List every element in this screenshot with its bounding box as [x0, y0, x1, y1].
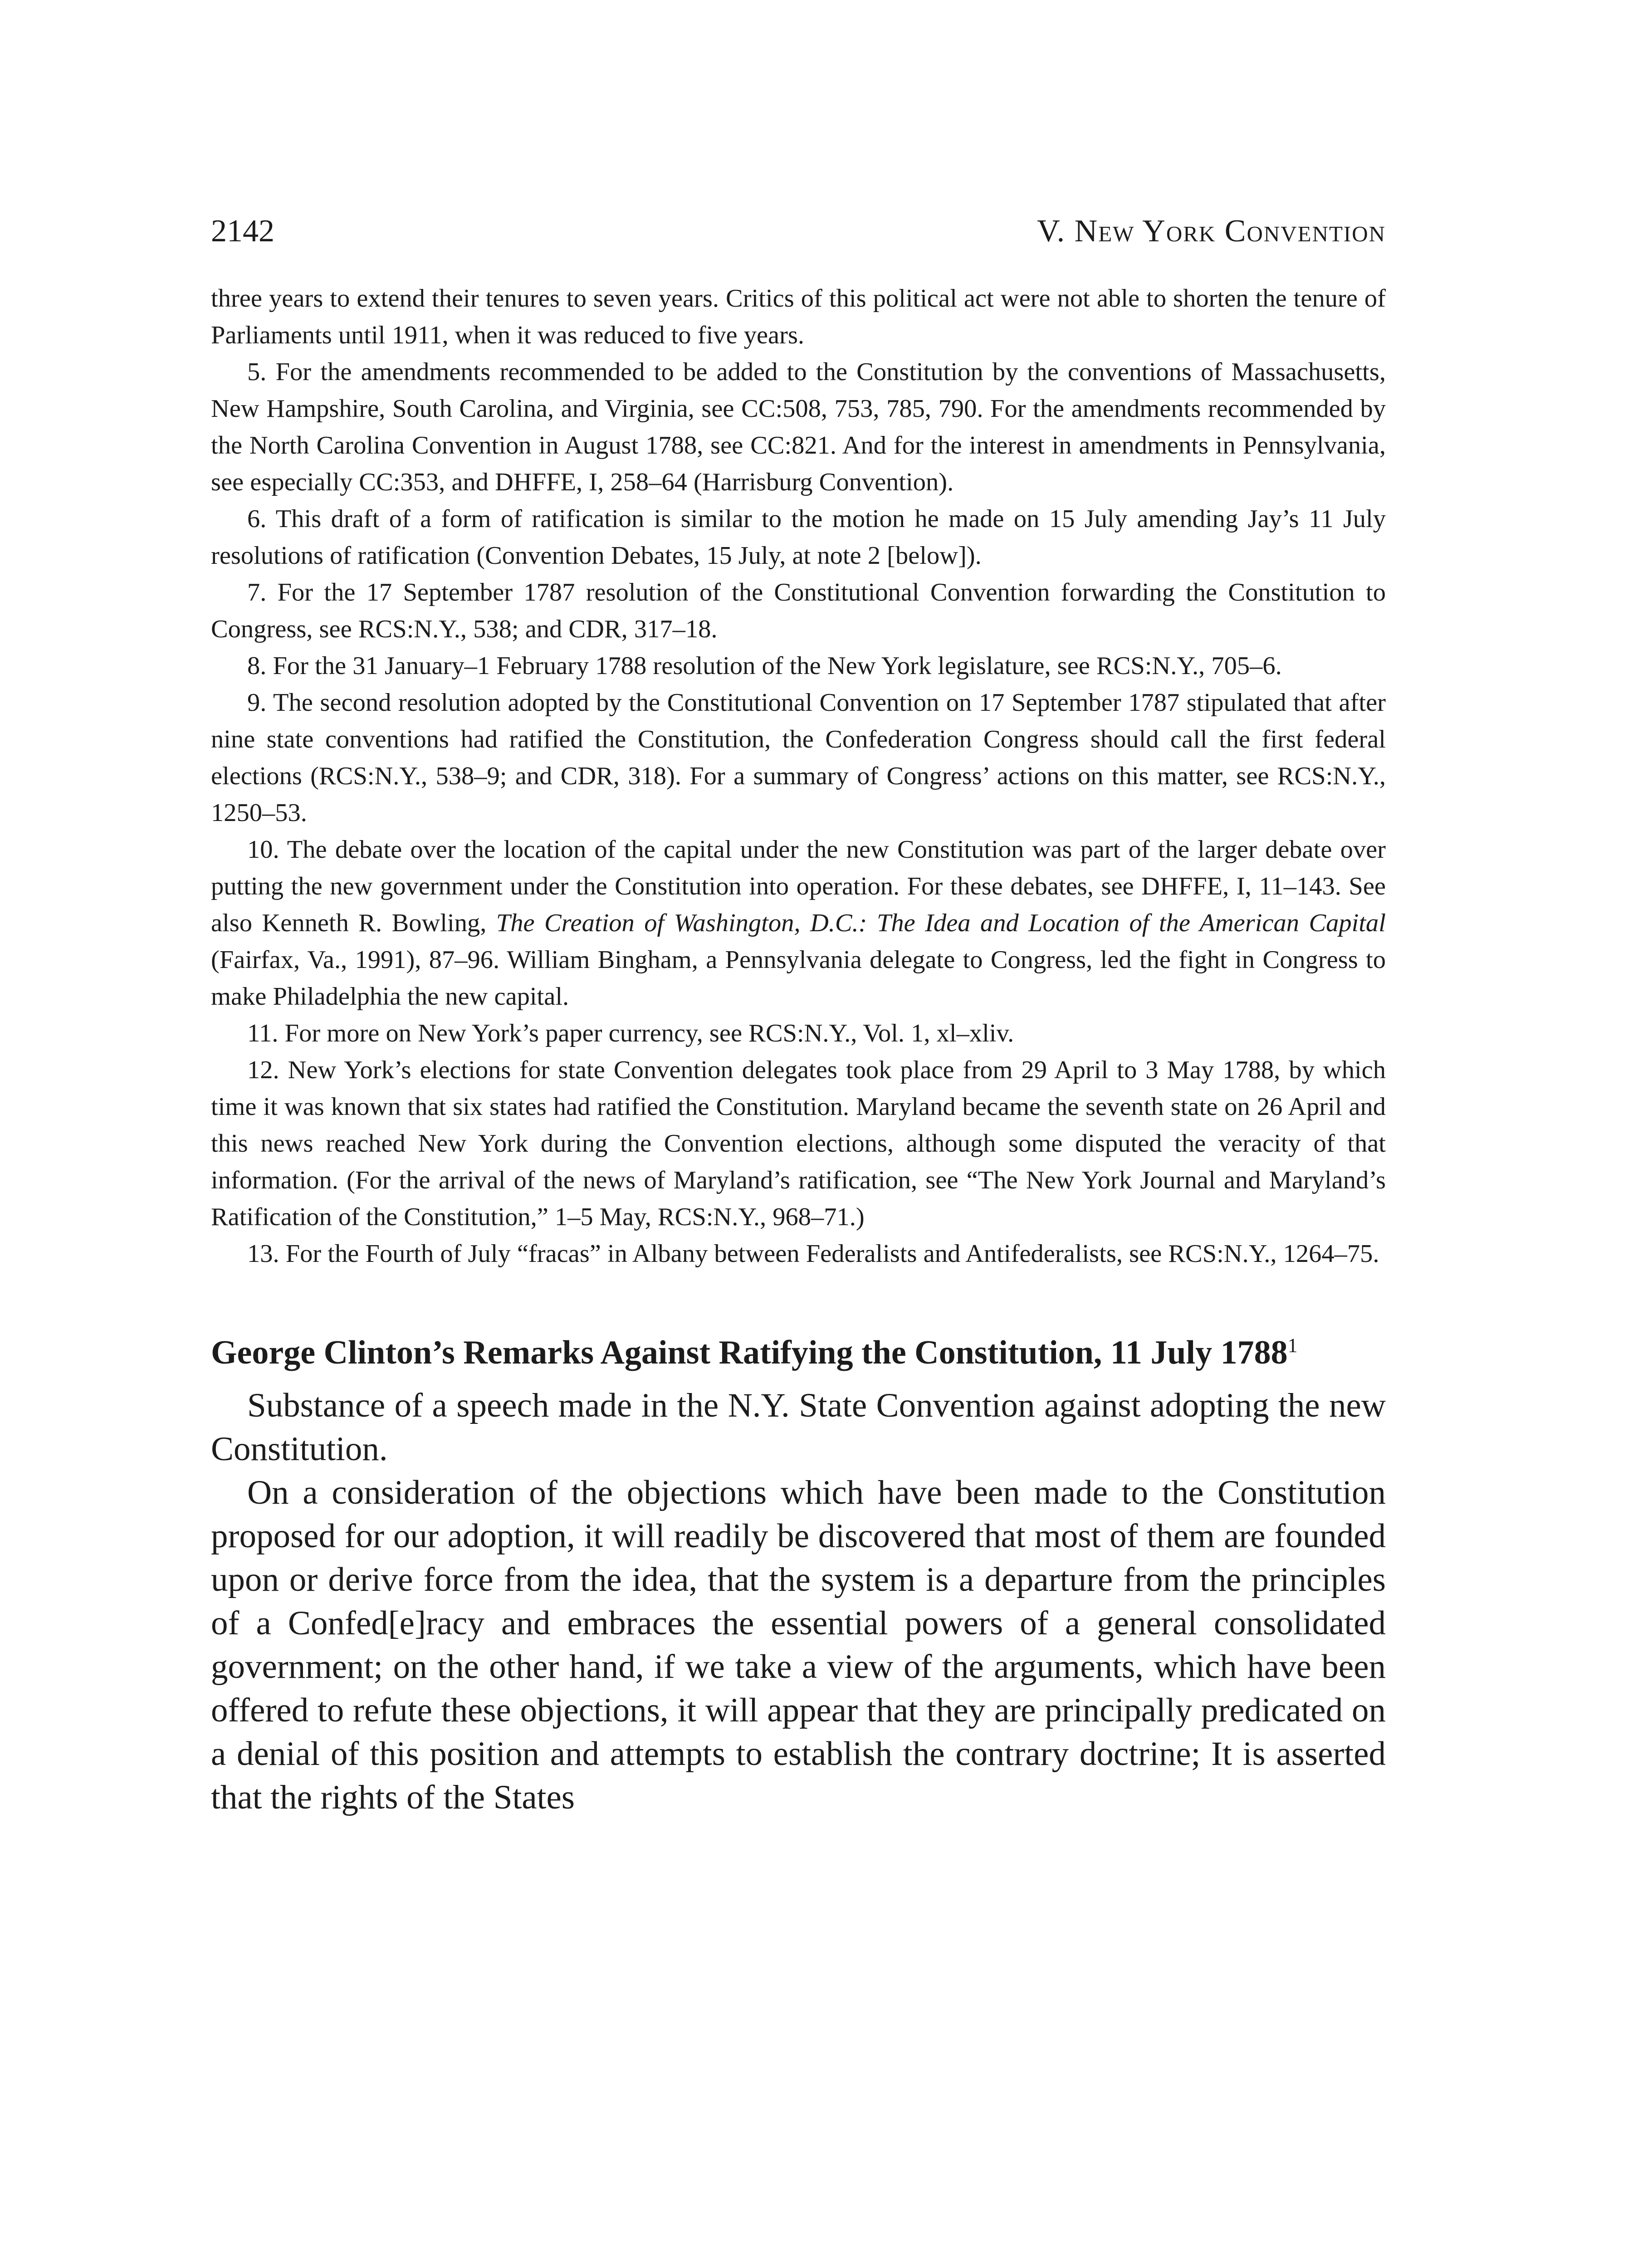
note-12: 12. New York’s elections for state Convention delegates took place from 29 April to 3 May 1788, by which time it was known that six states had ratified the Constitution. Maryland became the seventh state on 26 April and this news reached New York during the Convention elections, although some disputed the veracity of that information. (For the arrival of the news of Maryland’s ratification, see “The New York Journal and Maryland’s Ratification of the Constitution,” 1–5 May, RCS:N.Y., 968–71.): [211, 1056, 1386, 1231]
section-title: V. New York Convention: [1037, 214, 1386, 249]
title-footnote-marker: 1: [1287, 1334, 1298, 1357]
page-number: 2142: [211, 214, 274, 249]
note-11: 11. For more on New York’s paper currency, see RCS:N.Y., Vol. 1, xl–xliv.: [247, 1019, 1014, 1047]
note-5: 5. For the amendments recommended to be added to the Constitution by the conventions of Massachusetts, New Hampshire, South Carolina, and Virginia, see CC:508, 753, 785, 790. For the amendments recommended by the North Carolina Convention in August 1788, see CC:821. And for the interest in amendments in Pennsylvania, see especially CC:353, and DHFFE, I, 258–64 (Harrisburg Convention).: [211, 358, 1386, 496]
body-paragraph-1: Substance of a speech made in the N.Y. State Convention against adopting the new Constitution.: [211, 1387, 1386, 1468]
note-6: 6. This draft of a form of ratification is similar to the motion he made on 15 July amending Jay’s 11 July resolutions of ratification (Convention Debates, 15 July, at note 2 [below]).: [211, 505, 1386, 570]
note-7: 7. For the 17 September 1787 resolution of the Constitutional Convention forwarding the Constitution to Congress, see RCS:N.Y., 538; and CDR, 317–18.: [211, 578, 1386, 643]
body-paragraph-2: On a consideration of the objections which have been made to the Constitution proposed for our adoption, it will readily be discovered that most of them are founded upon or derive force from the idea, that the system is a departure from the principles of a Confed[e]racy and embraces the essential powers of a general consolidated government; on the other hand, if we take a view of the arguments, which have been offered to refute these objections, it will appear that they are principally predicated on a denial of this position and attempts to establish the contrary doctrine; It is asserted that the rights of the States: [211, 1474, 1386, 1816]
note-10-text-a: 10. The debate over the location of the capital under the new Constitution was part of the larger debate over putting the new government under the Constitution into operation. For these debates, see DHFFE, I, 11–143. See also Kenneth R. Bowling,: [211, 836, 1386, 937]
editorial-notes: [211, 280, 1386, 1272]
running-head: [211, 213, 1386, 249]
note-8: 8. For the 31 January–1 February 1788 resolution of the New York legislature, see RCS:N.Y., 705–6.: [247, 652, 1282, 680]
document-title: [211, 1331, 1386, 1374]
note-13: 13. For the Fourth of July “fracas” in Albany between Federalists and Antifederalists, see RCS:N.Y., 1264–75.: [247, 1240, 1379, 1268]
note-10: [211, 831, 1386, 1015]
document-body: [211, 1384, 1386, 1819]
note-9: 9. The second resolution adopted by the Constitutional Convention on 17 September 1787 stipulated that after nine state conventions had ratified the Constitution, the Confederation Congress should call the first federal elections (RCS:N.Y., 538–9; and CDR, 318). For a summary of Congress’ actions on this matter, see RCS:N.Y., 1250–53.: [211, 689, 1386, 827]
document-title-text: George Clinton’s Remarks Against Ratifying the Constitution, 11 July 1788: [211, 1334, 1288, 1371]
note-10-book-title: The Creation of Washington, D.C.: The Idea and Location of the American Capital: [496, 909, 1386, 937]
note-10-text-b: (Fairfax, Va., 1991), 87–96. William Bingham, a Pennsylvania delegate to Congress, led the fight in Congress to make Philadelphia the new capital.: [211, 946, 1386, 1011]
page: [211, 213, 1386, 1819]
note-4-continuation: three years to extend their tenures to seven years. Critics of this political act were not able to shorten the tenure of Parliaments until 1911, when it was reduced to five years.: [211, 284, 1386, 349]
